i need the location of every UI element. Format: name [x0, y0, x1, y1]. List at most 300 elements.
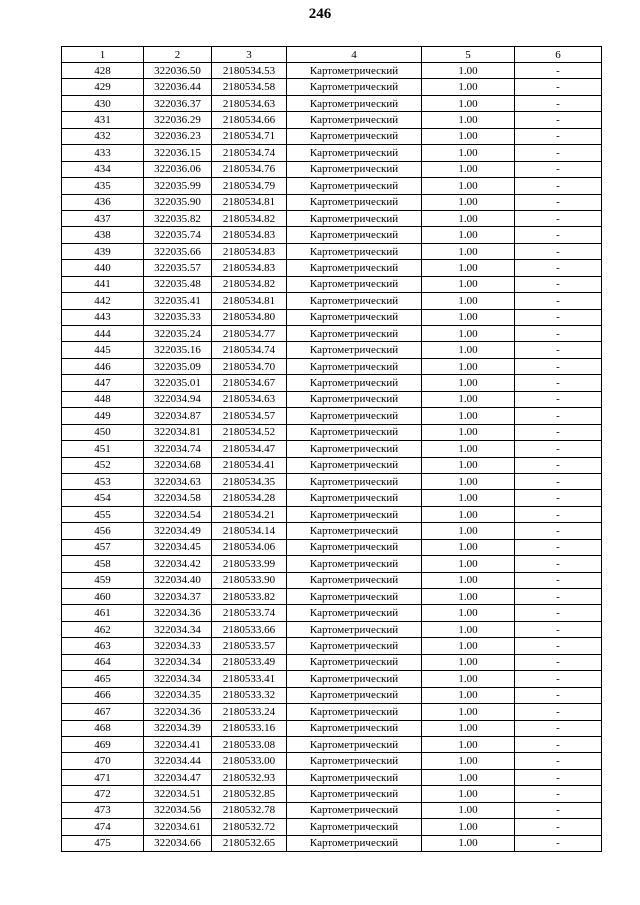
point-number-cell: 431 — [62, 112, 144, 128]
x-coordinate-cell: 322034.56 — [144, 802, 212, 818]
point-number-cell: 449 — [62, 408, 144, 424]
method-cell: Картометрический — [287, 375, 422, 391]
point-number-cell: 457 — [62, 539, 144, 555]
y-coordinate-cell: 2180533.99 — [212, 556, 287, 572]
accuracy-cell: 1.00 — [422, 424, 515, 440]
y-coordinate-cell: 2180534.21 — [212, 506, 287, 522]
x-coordinate-cell: 322034.34 — [144, 654, 212, 670]
table-header — [62, 47, 602, 63]
accuracy-cell: 1.00 — [422, 736, 515, 752]
accuracy-cell: 1.00 — [422, 605, 515, 621]
table-row — [62, 424, 602, 440]
table-row — [62, 309, 602, 325]
method-cell: Картометрический — [287, 79, 422, 95]
table-row — [62, 539, 602, 555]
accuracy-cell: 1.00 — [422, 473, 515, 489]
y-coordinate-cell: 2180534.81 — [212, 194, 287, 210]
method-cell: Картометрический — [287, 490, 422, 506]
x-coordinate-cell: 322036.29 — [144, 112, 212, 128]
x-coordinate-cell: 322036.44 — [144, 79, 212, 95]
method-cell: Картометрический — [287, 210, 422, 226]
header-row — [62, 47, 602, 63]
table-row — [62, 473, 602, 489]
y-coordinate-cell: 2180533.49 — [212, 654, 287, 670]
point-number-cell: 473 — [62, 802, 144, 818]
y-coordinate-cell: 2180533.08 — [212, 736, 287, 752]
table-row — [62, 457, 602, 473]
accuracy-cell: 1.00 — [422, 704, 515, 720]
method-cell: Картометрический — [287, 687, 422, 703]
method-cell: Картометрический — [287, 63, 422, 79]
note-cell: - — [515, 704, 602, 720]
note-cell: - — [515, 375, 602, 391]
table-row — [62, 506, 602, 522]
table-row — [62, 671, 602, 687]
note-cell: - — [515, 194, 602, 210]
note-cell: - — [515, 243, 602, 259]
note-cell: - — [515, 605, 602, 621]
x-coordinate-cell: 322034.51 — [144, 786, 212, 802]
header-cell-6: 6 — [515, 47, 602, 63]
y-coordinate-cell: 2180534.74 — [212, 342, 287, 358]
note-cell: - — [515, 638, 602, 654]
note-cell: - — [515, 95, 602, 111]
y-coordinate-cell: 2180534.41 — [212, 457, 287, 473]
y-coordinate-cell: 2180533.16 — [212, 720, 287, 736]
x-coordinate-cell: 322034.40 — [144, 572, 212, 588]
table-row — [62, 638, 602, 654]
accuracy-cell: 1.00 — [422, 589, 515, 605]
point-number-cell: 455 — [62, 506, 144, 522]
table-row — [62, 326, 602, 342]
note-cell: - — [515, 473, 602, 489]
x-coordinate-cell: 322034.68 — [144, 457, 212, 473]
y-coordinate-cell: 2180532.65 — [212, 835, 287, 851]
x-coordinate-cell: 322034.35 — [144, 687, 212, 703]
note-cell: - — [515, 309, 602, 325]
note-cell: - — [515, 539, 602, 555]
accuracy-cell: 1.00 — [422, 441, 515, 457]
y-coordinate-cell: 2180533.57 — [212, 638, 287, 654]
table-row — [62, 523, 602, 539]
table-row — [62, 276, 602, 292]
point-number-cell: 443 — [62, 309, 144, 325]
y-coordinate-cell: 2180534.83 — [212, 260, 287, 276]
accuracy-cell: 1.00 — [422, 720, 515, 736]
note-cell: - — [515, 342, 602, 358]
point-number-cell: 436 — [62, 194, 144, 210]
table-row — [62, 753, 602, 769]
x-coordinate-cell: 322034.49 — [144, 523, 212, 539]
x-coordinate-cell: 322035.66 — [144, 243, 212, 259]
table-row — [62, 375, 602, 391]
point-number-cell: 463 — [62, 638, 144, 654]
x-coordinate-cell: 322035.09 — [144, 358, 212, 374]
accuracy-cell: 1.00 — [422, 79, 515, 95]
x-coordinate-cell: 322034.44 — [144, 753, 212, 769]
y-coordinate-cell: 2180532.72 — [212, 819, 287, 835]
method-cell: Картометрический — [287, 572, 422, 588]
method-cell: Картометрический — [287, 819, 422, 835]
accuracy-cell: 1.00 — [422, 358, 515, 374]
y-coordinate-cell: 2180532.85 — [212, 786, 287, 802]
note-cell: - — [515, 145, 602, 161]
x-coordinate-cell: 322034.37 — [144, 589, 212, 605]
accuracy-cell: 1.00 — [422, 391, 515, 407]
table-row — [62, 227, 602, 243]
table-row — [62, 589, 602, 605]
y-coordinate-cell: 2180532.78 — [212, 802, 287, 818]
method-cell: Картометрический — [287, 671, 422, 687]
y-coordinate-cell: 2180533.00 — [212, 753, 287, 769]
method-cell: Картометрический — [287, 161, 422, 177]
y-coordinate-cell: 2180533.66 — [212, 621, 287, 637]
note-cell: - — [515, 736, 602, 752]
table-row — [62, 210, 602, 226]
method-cell: Картометрический — [287, 638, 422, 654]
table-row — [62, 342, 602, 358]
method-cell: Картометрический — [287, 309, 422, 325]
note-cell: - — [515, 293, 602, 309]
x-coordinate-cell: 322034.36 — [144, 704, 212, 720]
note-cell: - — [515, 391, 602, 407]
note-cell: - — [515, 276, 602, 292]
y-coordinate-cell: 2180534.67 — [212, 375, 287, 391]
x-coordinate-cell: 322035.16 — [144, 342, 212, 358]
accuracy-cell: 1.00 — [422, 638, 515, 654]
method-cell: Картометрический — [287, 276, 422, 292]
y-coordinate-cell: 2180533.74 — [212, 605, 287, 621]
note-cell: - — [515, 326, 602, 342]
note-cell: - — [515, 79, 602, 95]
table-row — [62, 128, 602, 144]
method-cell: Картометрический — [287, 358, 422, 374]
point-number-cell: 461 — [62, 605, 144, 621]
table-row — [62, 95, 602, 111]
method-cell: Картометрический — [287, 786, 422, 802]
x-coordinate-cell: 322034.54 — [144, 506, 212, 522]
point-number-cell: 469 — [62, 736, 144, 752]
point-number-cell: 475 — [62, 835, 144, 851]
method-cell: Картометрический — [287, 441, 422, 457]
table-row — [62, 654, 602, 670]
y-coordinate-cell: 2180534.70 — [212, 358, 287, 374]
accuracy-cell: 1.00 — [422, 194, 515, 210]
x-coordinate-cell: 322034.63 — [144, 473, 212, 489]
x-coordinate-cell: 322035.48 — [144, 276, 212, 292]
point-number-cell: 451 — [62, 441, 144, 457]
accuracy-cell: 1.00 — [422, 326, 515, 342]
point-number-cell: 432 — [62, 128, 144, 144]
accuracy-cell: 1.00 — [422, 769, 515, 785]
accuracy-cell: 1.00 — [422, 227, 515, 243]
y-coordinate-cell: 2180534.28 — [212, 490, 287, 506]
point-number-cell: 468 — [62, 720, 144, 736]
x-coordinate-cell: 322034.94 — [144, 391, 212, 407]
method-cell: Картометрический — [287, 802, 422, 818]
note-cell: - — [515, 112, 602, 128]
note-cell: - — [515, 671, 602, 687]
y-coordinate-cell: 2180534.77 — [212, 326, 287, 342]
y-coordinate-cell: 2180534.66 — [212, 112, 287, 128]
note-cell: - — [515, 506, 602, 522]
accuracy-cell: 1.00 — [422, 506, 515, 522]
method-cell: Картометрический — [287, 457, 422, 473]
y-coordinate-cell: 2180534.74 — [212, 145, 287, 161]
y-coordinate-cell: 2180534.63 — [212, 95, 287, 111]
table-row — [62, 408, 602, 424]
point-number-cell: 470 — [62, 753, 144, 769]
table-row — [62, 687, 602, 703]
method-cell: Картометрический — [287, 326, 422, 342]
point-number-cell: 434 — [62, 161, 144, 177]
y-coordinate-cell: 2180534.63 — [212, 391, 287, 407]
note-cell: - — [515, 128, 602, 144]
accuracy-cell: 1.00 — [422, 687, 515, 703]
method-cell: Картометрический — [287, 704, 422, 720]
method-cell: Картометрический — [287, 128, 422, 144]
method-cell: Картометрический — [287, 95, 422, 111]
method-cell: Картометрический — [287, 145, 422, 161]
x-coordinate-cell: 322036.50 — [144, 63, 212, 79]
x-coordinate-cell: 322034.34 — [144, 671, 212, 687]
accuracy-cell: 1.00 — [422, 309, 515, 325]
x-coordinate-cell: 322036.37 — [144, 95, 212, 111]
note-cell: - — [515, 358, 602, 374]
table-row — [62, 178, 602, 194]
point-number-cell: 458 — [62, 556, 144, 572]
method-cell: Картометрический — [287, 589, 422, 605]
accuracy-cell: 1.00 — [422, 457, 515, 473]
method-cell: Картометрический — [287, 736, 422, 752]
method-cell: Картометрический — [287, 753, 422, 769]
y-coordinate-cell: 2180534.47 — [212, 441, 287, 457]
y-coordinate-cell: 2180534.14 — [212, 523, 287, 539]
x-coordinate-cell: 322035.57 — [144, 260, 212, 276]
table-row — [62, 736, 602, 752]
accuracy-cell: 1.00 — [422, 802, 515, 818]
accuracy-cell: 1.00 — [422, 145, 515, 161]
x-coordinate-cell: 322034.66 — [144, 835, 212, 851]
accuracy-cell: 1.00 — [422, 63, 515, 79]
header-cell-1: 1 — [62, 47, 144, 63]
y-coordinate-cell: 2180534.52 — [212, 424, 287, 440]
note-cell: - — [515, 835, 602, 851]
method-cell: Картометрический — [287, 654, 422, 670]
table-row — [62, 704, 602, 720]
method-cell: Картометрический — [287, 523, 422, 539]
y-coordinate-cell: 2180534.81 — [212, 293, 287, 309]
note-cell: - — [515, 227, 602, 243]
note-cell: - — [515, 490, 602, 506]
point-number-cell: 438 — [62, 227, 144, 243]
x-coordinate-cell: 322034.74 — [144, 441, 212, 457]
point-number-cell: 452 — [62, 457, 144, 473]
accuracy-cell: 1.00 — [422, 621, 515, 637]
y-coordinate-cell: 2180532.93 — [212, 769, 287, 785]
point-number-cell: 454 — [62, 490, 144, 506]
note-cell: - — [515, 63, 602, 79]
accuracy-cell: 1.00 — [422, 572, 515, 588]
point-number-cell: 440 — [62, 260, 144, 276]
accuracy-cell: 1.00 — [422, 671, 515, 687]
point-number-cell: 453 — [62, 473, 144, 489]
method-cell: Картометрический — [287, 112, 422, 128]
x-coordinate-cell: 322034.34 — [144, 621, 212, 637]
note-cell: - — [515, 687, 602, 703]
x-coordinate-cell: 322035.82 — [144, 210, 212, 226]
note-cell: - — [515, 260, 602, 276]
point-number-cell: 444 — [62, 326, 144, 342]
accuracy-cell: 1.00 — [422, 539, 515, 555]
x-coordinate-cell: 322035.90 — [144, 194, 212, 210]
point-number-cell: 471 — [62, 769, 144, 785]
header-cell-2: 2 — [144, 47, 212, 63]
accuracy-cell: 1.00 — [422, 835, 515, 851]
accuracy-cell: 1.00 — [422, 95, 515, 111]
point-number-cell: 462 — [62, 621, 144, 637]
point-number-cell: 448 — [62, 391, 144, 407]
point-number-cell: 433 — [62, 145, 144, 161]
method-cell: Картометрический — [287, 506, 422, 522]
note-cell: - — [515, 457, 602, 473]
method-cell: Картометрический — [287, 769, 422, 785]
accuracy-cell: 1.00 — [422, 375, 515, 391]
table-row — [62, 835, 602, 851]
table-row — [62, 802, 602, 818]
header-cell-4: 4 — [287, 47, 422, 63]
y-coordinate-cell: 2180533.82 — [212, 589, 287, 605]
point-number-cell: 450 — [62, 424, 144, 440]
accuracy-cell: 1.00 — [422, 523, 515, 539]
point-number-cell: 442 — [62, 293, 144, 309]
x-coordinate-cell: 322036.15 — [144, 145, 212, 161]
x-coordinate-cell: 322036.06 — [144, 161, 212, 177]
y-coordinate-cell: 2180533.24 — [212, 704, 287, 720]
method-cell: Картометрический — [287, 342, 422, 358]
table-row — [62, 621, 602, 637]
table-row — [62, 572, 602, 588]
method-cell: Картометрический — [287, 408, 422, 424]
y-coordinate-cell: 2180534.71 — [212, 128, 287, 144]
note-cell: - — [515, 408, 602, 424]
x-coordinate-cell: 322035.41 — [144, 293, 212, 309]
method-cell: Картометрический — [287, 720, 422, 736]
method-cell: Картометрический — [287, 194, 422, 210]
method-cell: Картометрический — [287, 605, 422, 621]
method-cell: Картометрический — [287, 473, 422, 489]
note-cell: - — [515, 424, 602, 440]
table-row — [62, 194, 602, 210]
table-row — [62, 605, 602, 621]
point-number-cell: 474 — [62, 819, 144, 835]
point-number-cell: 447 — [62, 375, 144, 391]
table-row — [62, 112, 602, 128]
y-coordinate-cell: 2180534.80 — [212, 309, 287, 325]
accuracy-cell: 1.00 — [422, 490, 515, 506]
point-number-cell: 437 — [62, 210, 144, 226]
y-coordinate-cell: 2180534.83 — [212, 243, 287, 259]
method-cell: Картометрический — [287, 293, 422, 309]
note-cell: - — [515, 589, 602, 605]
method-cell: Картометрический — [287, 260, 422, 276]
table-row — [62, 720, 602, 736]
point-number-cell: 441 — [62, 276, 144, 292]
point-number-cell: 472 — [62, 786, 144, 802]
accuracy-cell: 1.00 — [422, 408, 515, 424]
point-number-cell: 428 — [62, 63, 144, 79]
note-cell: - — [515, 802, 602, 818]
x-coordinate-cell: 322034.39 — [144, 720, 212, 736]
table-row — [62, 293, 602, 309]
accuracy-cell: 1.00 — [422, 243, 515, 259]
x-coordinate-cell: 322035.24 — [144, 326, 212, 342]
x-coordinate-cell: 322035.99 — [144, 178, 212, 194]
table-row — [62, 441, 602, 457]
y-coordinate-cell: 2180533.90 — [212, 572, 287, 588]
x-coordinate-cell: 322035.33 — [144, 309, 212, 325]
table-row — [62, 819, 602, 835]
note-cell: - — [515, 769, 602, 785]
point-number-cell: 456 — [62, 523, 144, 539]
x-coordinate-cell: 322034.47 — [144, 769, 212, 785]
accuracy-cell: 1.00 — [422, 786, 515, 802]
table-row — [62, 769, 602, 785]
header-cell-3: 3 — [212, 47, 287, 63]
point-number-cell: 446 — [62, 358, 144, 374]
method-cell: Картометрический — [287, 391, 422, 407]
method-cell: Картометрический — [287, 835, 422, 851]
y-coordinate-cell: 2180534.53 — [212, 63, 287, 79]
accuracy-cell: 1.00 — [422, 260, 515, 276]
coordinates-table — [61, 46, 602, 852]
note-cell: - — [515, 720, 602, 736]
y-coordinate-cell: 2180534.58 — [212, 79, 287, 95]
point-number-cell: 435 — [62, 178, 144, 194]
table-row — [62, 490, 602, 506]
note-cell: - — [515, 523, 602, 539]
method-cell: Картометрический — [287, 243, 422, 259]
accuracy-cell: 1.00 — [422, 753, 515, 769]
y-coordinate-cell: 2180534.06 — [212, 539, 287, 555]
table-row — [62, 63, 602, 79]
note-cell: - — [515, 572, 602, 588]
header-cell-5: 5 — [422, 47, 515, 63]
x-coordinate-cell: 322034.61 — [144, 819, 212, 835]
point-number-cell: 466 — [62, 687, 144, 703]
method-cell: Картометрический — [287, 178, 422, 194]
point-number-cell: 430 — [62, 95, 144, 111]
y-coordinate-cell: 2180533.32 — [212, 687, 287, 703]
table-row — [62, 556, 602, 572]
point-number-cell: 439 — [62, 243, 144, 259]
note-cell: - — [515, 786, 602, 802]
note-cell: - — [515, 441, 602, 457]
point-number-cell: 465 — [62, 671, 144, 687]
accuracy-cell: 1.00 — [422, 654, 515, 670]
point-number-cell: 464 — [62, 654, 144, 670]
table-body — [62, 63, 602, 852]
x-coordinate-cell: 322034.42 — [144, 556, 212, 572]
note-cell: - — [515, 621, 602, 637]
y-coordinate-cell: 2180533.41 — [212, 671, 287, 687]
accuracy-cell: 1.00 — [422, 342, 515, 358]
y-coordinate-cell: 2180534.79 — [212, 178, 287, 194]
table-row — [62, 260, 602, 276]
table-row — [62, 145, 602, 161]
point-number-cell: 459 — [62, 572, 144, 588]
x-coordinate-cell: 322035.01 — [144, 375, 212, 391]
